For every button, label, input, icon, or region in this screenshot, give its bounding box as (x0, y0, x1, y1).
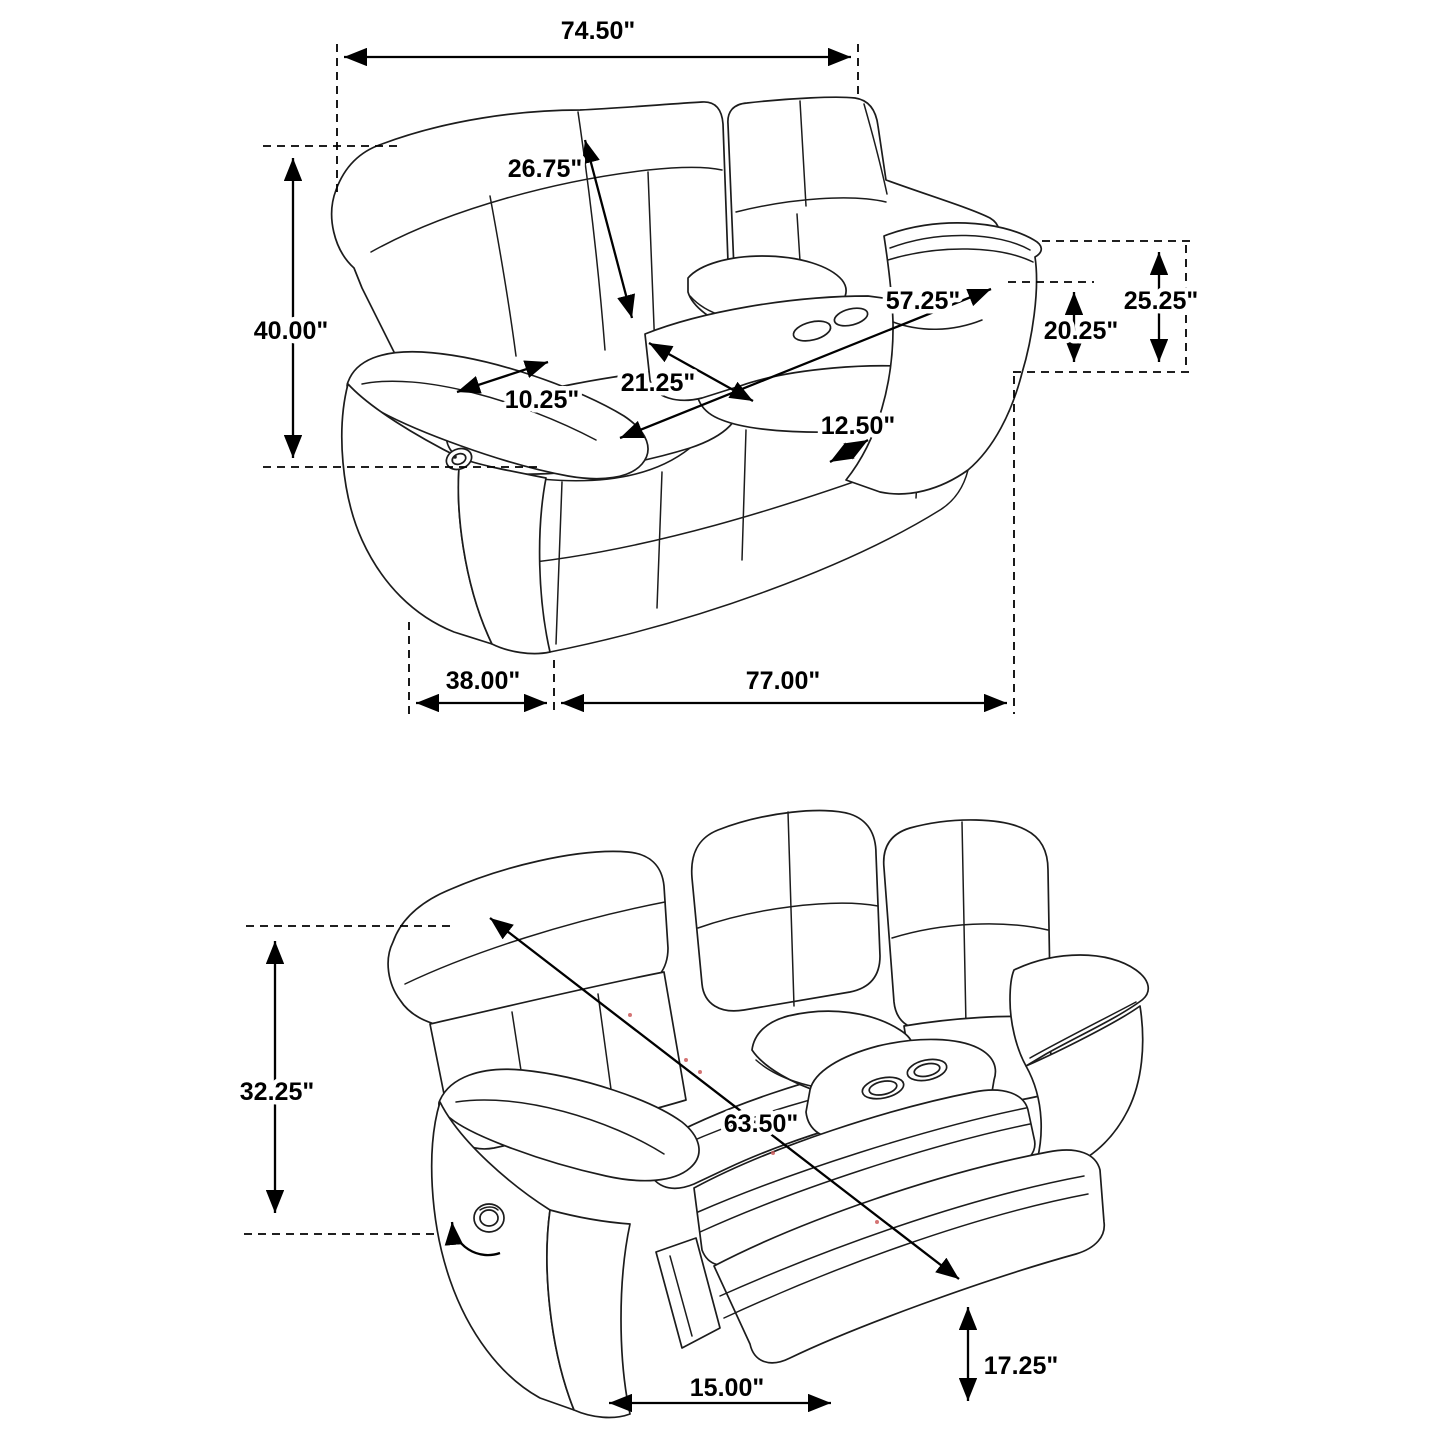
dim-console-width-label: 12.50" (820, 412, 896, 440)
dim-reclined-overall-length-label: 63.50" (723, 1110, 799, 1138)
dim-reclined-back-height-label: 32.25" (239, 1078, 315, 1106)
upright-view (254, 17, 1198, 714)
dim-seat-depth-label: 21.25" (620, 369, 696, 397)
dim-overall-width-label: 77.00" (745, 667, 821, 695)
reclined-middle-headrest (692, 811, 880, 1011)
recline-lever-icon (474, 1204, 504, 1232)
reclined-view (240, 811, 1148, 1418)
dim-top-width-label: 74.50" (560, 17, 636, 45)
dim-overall-depth-label: 38.00" (445, 667, 521, 695)
dim-seating-area-width-label: 57.25" (885, 287, 961, 315)
dim-footrest-extension (609, 1374, 831, 1403)
dim-seat-back-height-label: 20.25" (1043, 317, 1119, 345)
dim-back-cushion-height-label: 26.75" (507, 155, 583, 183)
dim-armrest-width-label: 10.25" (504, 386, 580, 414)
dim-footrest-extension-label: 15.00" (689, 1374, 765, 1402)
dim-footrest-height (968, 1307, 1058, 1401)
dim-arm-height (1013, 241, 1198, 372)
dim-arm-height-label: 25.25" (1123, 287, 1199, 315)
dim-overall-height-label: 40.00" (253, 317, 329, 345)
dim-footrest-height-label: 17.25" (983, 1352, 1059, 1380)
